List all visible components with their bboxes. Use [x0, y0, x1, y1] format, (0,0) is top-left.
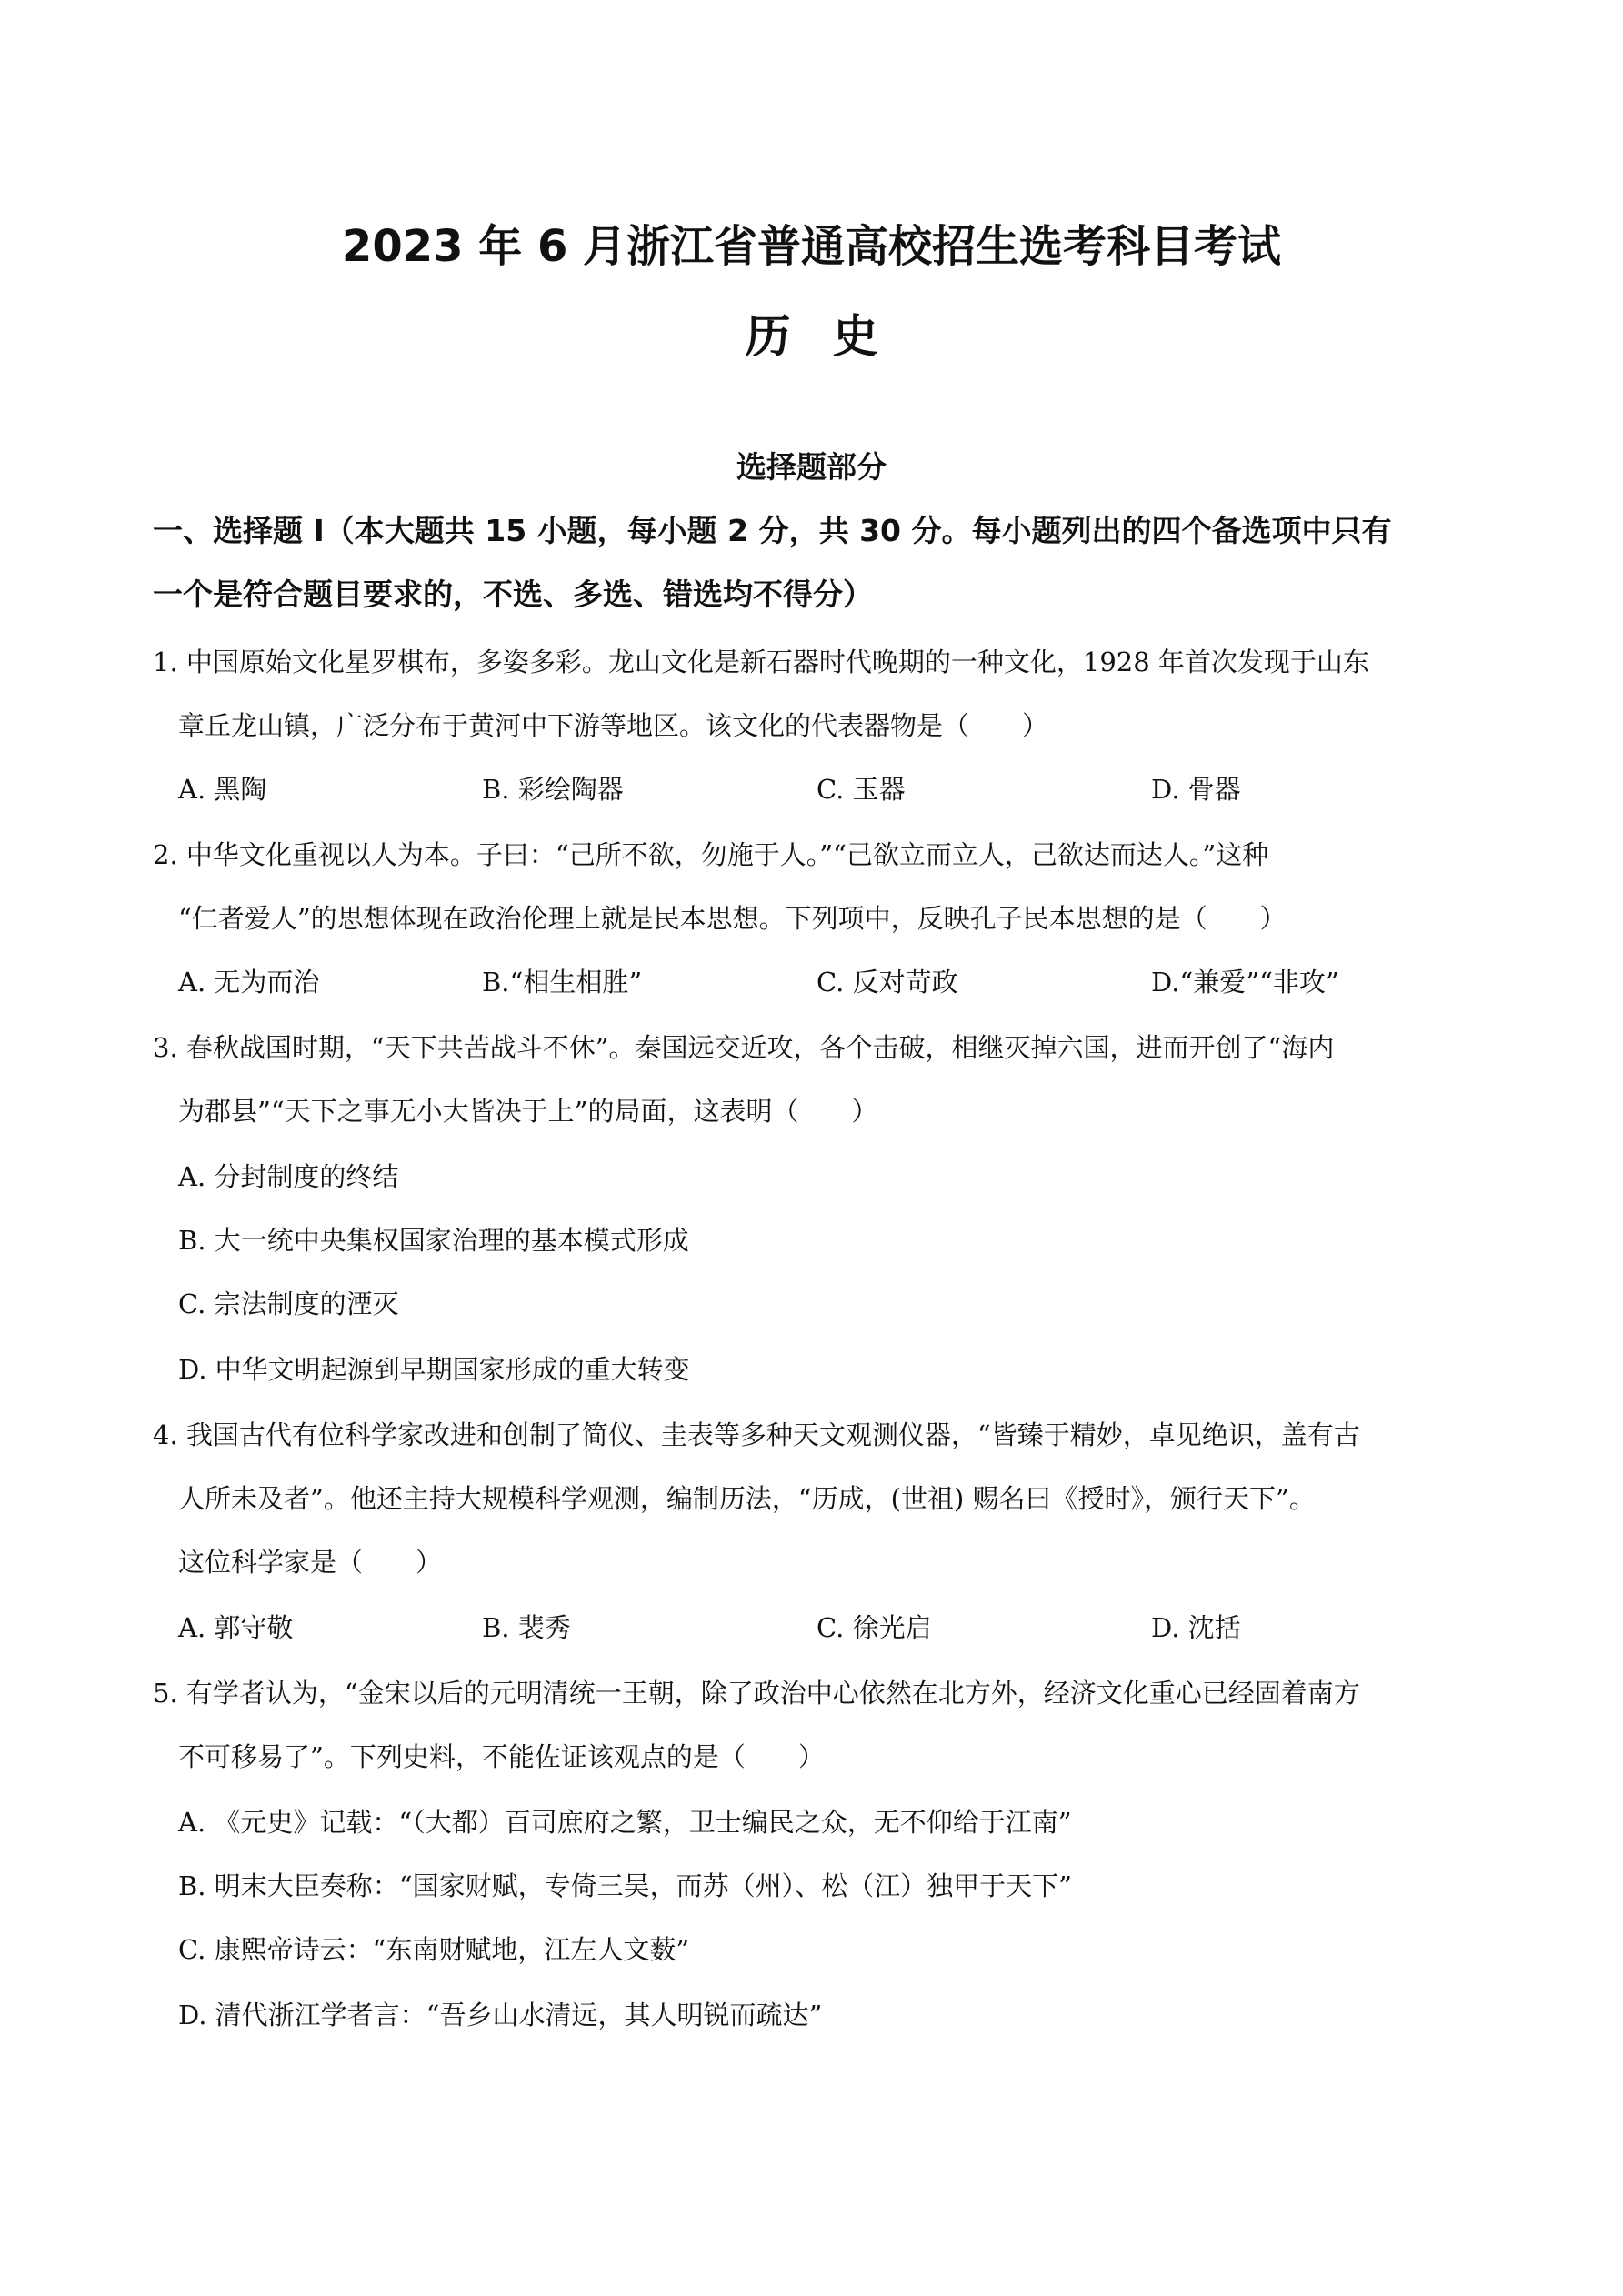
- question-3-stem-line-2: 为郡县”“天下之事无小大皆决于上”的局面，这表明（ ）: [178, 1096, 878, 1127]
- question-2-option-a[interactable]: A. 无为而治: [178, 967, 320, 998]
- question-4-stem-line-3: 这位科学家是（ ）: [178, 1547, 443, 1578]
- question-4-stem-line-1: 4. 我国古代有位科学家改进和创制了简仪、圭表等多种天文观测仪器，“皆臻于精妙，卓见绝识，盖有古: [153, 1419, 1360, 1450]
- subject-title: 历史: [745, 310, 920, 363]
- question-4-option-c[interactable]: C. 徐光启: [817, 1612, 932, 1643]
- question-3-option-d[interactable]: D. 中华文明起源到早期国家形成的重大转变: [178, 1354, 690, 1385]
- exam-title: 2023 年 6 月浙江省普通高校招生选考科目考试: [341, 221, 1282, 272]
- question-1-option-d[interactable]: D. 骨器: [1151, 774, 1241, 805]
- section-instruction-line-2: 一个是符合题目要求的，不选、多选、错选均不得分）: [153, 577, 873, 612]
- question-5-option-d[interactable]: D. 清代浙江学者言：“吾乡山水清远，其人明锐而疏达”: [178, 2000, 823, 2030]
- question-3-option-b[interactable]: B. 大一统中央集权国家治理的基本模式形成: [178, 1225, 689, 1256]
- question-2-option-c[interactable]: C. 反对苛政: [817, 967, 958, 998]
- question-4-option-b[interactable]: B. 裴秀: [482, 1612, 571, 1643]
- question-3-option-c[interactable]: C. 宗法制度的湮灭: [178, 1288, 399, 1319]
- question-5-stem-line-2: 不可移易了”。下列史料，不能佐证该观点的是（ ）: [178, 1741, 825, 1772]
- question-4-option-a[interactable]: A. 郭守敬: [178, 1612, 294, 1643]
- question-3-stem-line-1: 3. 春秋战国时期，“天下共苦战斗不休”。秦国远交近攻，各个击破，相继灭掉六国，进而开创了“海内: [153, 1032, 1335, 1063]
- question-5-stem-line-1: 5. 有学者认为，“金宋以后的元明清统一王朝，除了政治中心依然在北方外，经济文化重心已经固着南方: [153, 1678, 1360, 1709]
- section-instruction-line-1: 一、选择题 I（本大题共 15 小题，每小题 2 分，共 30 分。每小题列出的四个备选项中只有: [153, 513, 1392, 548]
- question-3-option-a[interactable]: A. 分封制度的终结: [178, 1161, 399, 1192]
- question-1-option-c[interactable]: C. 玉器: [817, 774, 906, 805]
- question-2-option-b[interactable]: B.“相生相胜”: [482, 967, 643, 998]
- question-4-stem-line-2: 人所未及者”。他还主持大规模科学观测，编制历法，“历成，(世祖) 赐名曰《授时》，颁行天下”。: [178, 1483, 1316, 1514]
- question-2-stem-line-2: “仁者爱人”的思想体现在政治伦理上就是民本思想。下列项中，反映孔子民本思想的是（ ）: [178, 903, 1287, 934]
- question-1-stem-line-2: 章丘龙山镇，广泛分布于黄河中下游等地区。该文化的代表器物是（ ）: [178, 710, 1049, 741]
- part-heading: 选择题部分: [736, 449, 887, 485]
- question-2-stem-line-1: 2. 中华文化重视以人为本。子曰：“己所不欲，勿施于人。”“己欲立而立人，己欲达而达人。”这种: [153, 839, 1269, 870]
- question-1-option-b[interactable]: B. 彩绘陶器: [482, 774, 624, 805]
- question-1-stem-line-1: 1. 中国原始文化星罗棋布，多姿多彩。龙山文化是新石器时代晚期的一种文化，1928 年首次发现于山东: [153, 647, 1369, 677]
- question-5-option-b[interactable]: B. 明末大臣奏称：“国家财赋，专倚三吴，而苏（州）、松（江）独甲于天下”: [178, 1870, 1072, 1901]
- question-5-option-c[interactable]: C. 康熙帝诗云：“东南财赋地，江左人文薮”: [178, 1934, 690, 1965]
- question-2-option-d[interactable]: D.“兼爱”“非攻”: [1151, 967, 1339, 998]
- question-4-option-d[interactable]: D. 沈括: [1151, 1612, 1241, 1643]
- question-1-option-a[interactable]: A. 黑陶: [178, 774, 267, 805]
- question-5-option-a[interactable]: A. 《元史》记载：“（大都）百司庶府之繁，卫士编民之众，无不仰给于江南”: [178, 1807, 1072, 1838]
